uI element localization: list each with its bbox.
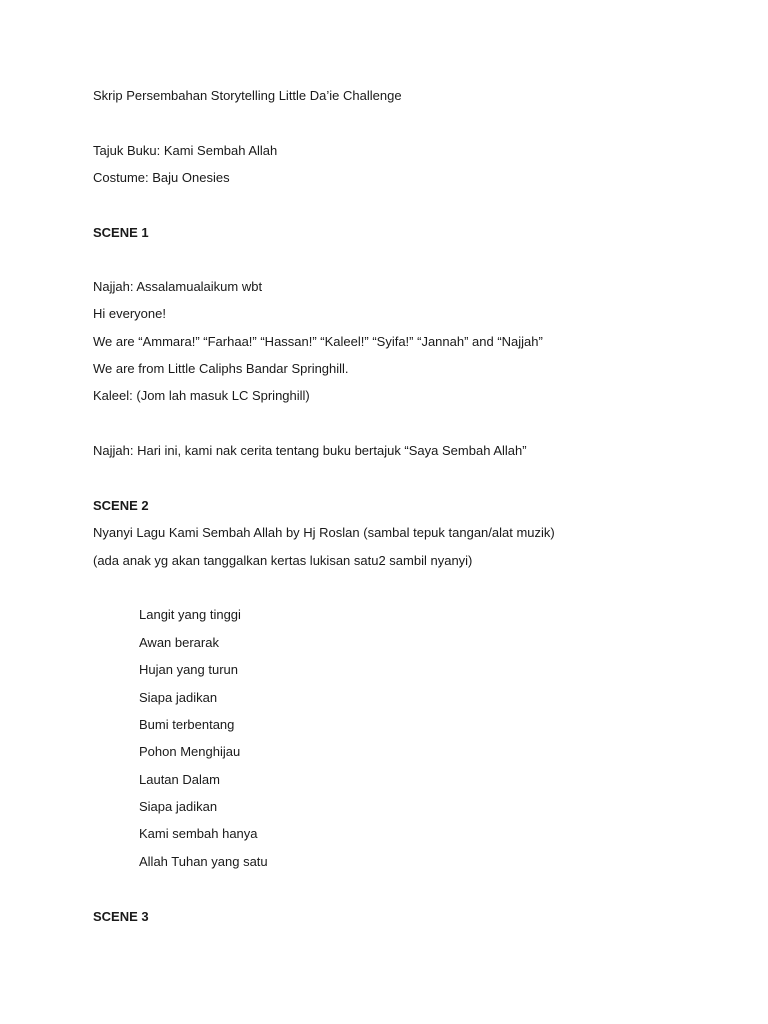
lyric-line: Allah Tuhan yang satu xyxy=(139,854,268,869)
costume-line: Costume: Baju Onesies xyxy=(93,170,230,185)
scene-1-line: Hi everyone! xyxy=(93,306,166,321)
document-title: Skrip Persembahan Storytelling Little Da’ie Challenge xyxy=(93,88,402,103)
lyric-line: Pohon Menghijau xyxy=(139,744,241,759)
scene-1-line: Najjah: Assalamualaikum wbt xyxy=(93,279,263,294)
lyric-line: Awan berarak xyxy=(139,635,219,650)
lyric-line: Siapa jadikan xyxy=(139,799,218,814)
scene-2-line: (ada anak yg akan tanggalkan kertas lukisan satu2 sambil nyanyi) xyxy=(93,553,473,568)
scene-2-line: Nyanyi Lagu Kami Sembah Allah by Hj Roslan (sambal tepuk tangan/alat muzik) xyxy=(93,525,555,540)
lyric-line: Hujan yang turun xyxy=(139,662,239,677)
scene-1-line: We are “Ammara!” “Farhaa!” “Hassan!” “Kaleel!” “Syifa!” “Jannah” and “Najjah” xyxy=(93,334,543,349)
scene-2-heading: SCENE 2 xyxy=(93,498,149,513)
lyric-line: Langit yang tinggi xyxy=(139,607,241,622)
scene-1-line: Kaleel: (Jom lah masuk LC Springhill) xyxy=(93,388,310,403)
scene-1-line: We are from Little Caliphs Bandar Springhill. xyxy=(93,361,349,376)
scene-3-heading: SCENE 3 xyxy=(93,909,149,924)
lyric-line: Bumi terbentang xyxy=(139,717,235,732)
lyric-line: Kami sembah hanya xyxy=(139,826,258,841)
book-title: Tajuk Buku: Kami Sembah Allah xyxy=(93,143,278,158)
scene-1-closing: Najjah: Hari ini, kami nak cerita tentang buku bertajuk “Saya Sembah Allah” xyxy=(93,443,527,458)
lyric-line: Siapa jadikan xyxy=(139,690,218,705)
lyric-line: Lautan Dalam xyxy=(139,772,220,787)
scene-1-heading: SCENE 1 xyxy=(93,225,149,240)
